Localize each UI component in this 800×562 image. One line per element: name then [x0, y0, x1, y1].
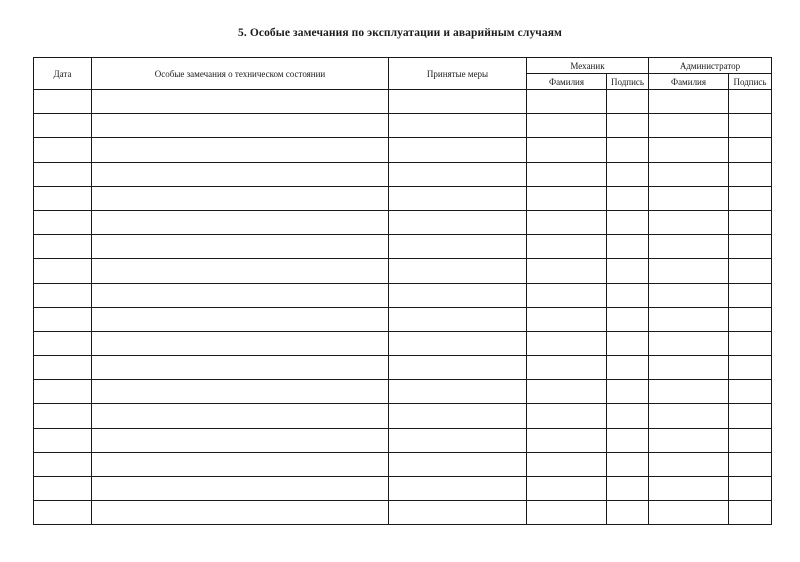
remarks-cell[interactable] — [92, 235, 389, 259]
admin-signature-cell[interactable] — [729, 138, 772, 162]
mechanic-signature-cell[interactable] — [607, 477, 649, 501]
admin-signature-cell[interactable] — [729, 90, 772, 114]
admin-signature-cell[interactable] — [729, 452, 772, 476]
admin-signature-cell[interactable] — [729, 114, 772, 138]
remarks-cell[interactable] — [92, 138, 389, 162]
admin-surname-cell[interactable] — [649, 90, 729, 114]
table-row — [34, 235, 772, 259]
date-cell[interactable] — [34, 90, 92, 114]
header-date: Дата — [34, 58, 92, 90]
measures-cell[interactable] — [389, 452, 527, 476]
remarks-cell[interactable] — [92, 114, 389, 138]
date-cell[interactable] — [34, 428, 92, 452]
table-row — [34, 501, 772, 525]
table-row — [34, 138, 772, 162]
remarks-cell[interactable] — [92, 380, 389, 404]
date-cell[interactable] — [34, 235, 92, 259]
measures-cell[interactable] — [389, 162, 527, 186]
date-cell[interactable] — [34, 210, 92, 234]
admin-signature-cell[interactable] — [729, 259, 772, 283]
mechanic-surname-cell[interactable] — [527, 283, 607, 307]
admin-signature-cell[interactable] — [729, 307, 772, 331]
header-administrator: Администратор — [649, 58, 772, 74]
mechanic-signature-cell[interactable] — [607, 210, 649, 234]
admin-surname-cell[interactable] — [649, 235, 729, 259]
admin-surname-cell[interactable] — [649, 138, 729, 162]
admin-surname-cell[interactable] — [649, 404, 729, 428]
remarks-cell[interactable] — [92, 307, 389, 331]
admin-signature-cell[interactable] — [729, 162, 772, 186]
date-cell[interactable] — [34, 380, 92, 404]
table-row — [34, 283, 772, 307]
header-measures: Принятые меры — [389, 58, 527, 90]
mechanic-signature-cell[interactable] — [607, 235, 649, 259]
admin-signature-cell[interactable] — [729, 356, 772, 380]
measures-cell[interactable] — [389, 331, 527, 355]
mechanic-signature-cell[interactable] — [607, 404, 649, 428]
measures-cell[interactable] — [389, 210, 527, 234]
remarks-cell[interactable] — [92, 452, 389, 476]
mechanic-signature-cell[interactable] — [607, 283, 649, 307]
measures-cell[interactable] — [389, 477, 527, 501]
admin-signature-cell[interactable] — [729, 501, 772, 525]
mechanic-signature-cell[interactable] — [607, 452, 649, 476]
mechanic-surname-cell[interactable] — [527, 428, 607, 452]
mechanic-surname-cell[interactable] — [527, 331, 607, 355]
mechanic-signature-cell[interactable] — [607, 501, 649, 525]
measures-cell[interactable] — [389, 283, 527, 307]
remarks-cell[interactable] — [92, 404, 389, 428]
remarks-cell[interactable] — [92, 283, 389, 307]
table-row — [34, 331, 772, 355]
mechanic-surname-cell[interactable] — [527, 380, 607, 404]
table-body — [34, 90, 772, 525]
header-admin-surname: Фамилия — [649, 74, 729, 90]
mechanic-signature-cell[interactable] — [607, 90, 649, 114]
date-cell[interactable] — [34, 331, 92, 355]
date-cell[interactable] — [34, 114, 92, 138]
table-row — [34, 477, 772, 501]
admin-signature-cell[interactable] — [729, 186, 772, 210]
mechanic-signature-cell[interactable] — [607, 380, 649, 404]
admin-surname-cell[interactable] — [649, 259, 729, 283]
measures-cell[interactable] — [389, 404, 527, 428]
mechanic-surname-cell[interactable] — [527, 114, 607, 138]
mechanic-signature-cell[interactable] — [607, 114, 649, 138]
admin-surname-cell[interactable] — [649, 477, 729, 501]
admin-signature-cell[interactable] — [729, 380, 772, 404]
mechanic-signature-cell[interactable] — [607, 138, 649, 162]
admin-signature-cell[interactable] — [729, 404, 772, 428]
remarks-cell[interactable] — [92, 90, 389, 114]
header-mechanic-surname: Фамилия — [527, 74, 607, 90]
date-cell[interactable] — [34, 477, 92, 501]
mechanic-signature-cell[interactable] — [607, 428, 649, 452]
admin-surname-cell[interactable] — [649, 428, 729, 452]
measures-cell[interactable] — [389, 235, 527, 259]
mechanic-signature-cell[interactable] — [607, 186, 649, 210]
mechanic-surname-cell[interactable] — [527, 186, 607, 210]
admin-surname-cell[interactable] — [649, 186, 729, 210]
remarks-cell[interactable] — [92, 501, 389, 525]
date-cell[interactable] — [34, 404, 92, 428]
mechanic-surname-cell[interactable] — [527, 210, 607, 234]
table-row — [34, 210, 772, 234]
table-row — [34, 259, 772, 283]
admin-surname-cell[interactable] — [649, 283, 729, 307]
remarks-cell[interactable] — [92, 428, 389, 452]
measures-cell[interactable] — [389, 307, 527, 331]
mechanic-surname-cell[interactable] — [527, 90, 607, 114]
mechanic-signature-cell[interactable] — [607, 356, 649, 380]
mechanic-surname-cell[interactable] — [527, 452, 607, 476]
admin-signature-cell[interactable] — [729, 210, 772, 234]
admin-signature-cell[interactable] — [729, 428, 772, 452]
admin-surname-cell[interactable] — [649, 331, 729, 355]
admin-surname-cell[interactable] — [649, 114, 729, 138]
table-row — [34, 186, 772, 210]
remarks-cell[interactable] — [92, 162, 389, 186]
date-cell[interactable] — [34, 283, 92, 307]
remarks-cell[interactable] — [92, 477, 389, 501]
mechanic-signature-cell[interactable] — [607, 162, 649, 186]
admin-signature-cell[interactable] — [729, 331, 772, 355]
mechanic-surname-cell[interactable] — [527, 162, 607, 186]
remarks-cell[interactable] — [92, 259, 389, 283]
admin-surname-cell[interactable] — [649, 452, 729, 476]
date-cell[interactable] — [34, 162, 92, 186]
remarks-cell[interactable] — [92, 356, 389, 380]
admin-signature-cell[interactable] — [729, 235, 772, 259]
mechanic-signature-cell[interactable] — [607, 331, 649, 355]
mechanic-surname-cell[interactable] — [527, 138, 607, 162]
table-row — [34, 114, 772, 138]
mechanic-surname-cell[interactable] — [527, 307, 607, 331]
header-remarks: Особые замечания о техническом состоянии — [92, 58, 389, 90]
table-row — [34, 428, 772, 452]
admin-surname-cell[interactable] — [649, 356, 729, 380]
table-row — [34, 404, 772, 428]
header-mechanic: Механик — [527, 58, 649, 74]
date-cell[interactable] — [34, 307, 92, 331]
mechanic-surname-cell[interactable] — [527, 501, 607, 525]
mechanic-signature-cell[interactable] — [607, 259, 649, 283]
mechanic-signature-cell[interactable] — [607, 307, 649, 331]
admin-signature-cell[interactable] — [729, 477, 772, 501]
mechanic-surname-cell[interactable] — [527, 356, 607, 380]
measures-cell[interactable] — [389, 259, 527, 283]
table-row — [34, 162, 772, 186]
mechanic-surname-cell[interactable] — [527, 477, 607, 501]
measures-cell[interactable] — [389, 114, 527, 138]
admin-surname-cell[interactable] — [649, 210, 729, 234]
table-row — [34, 307, 772, 331]
date-cell[interactable] — [34, 452, 92, 476]
remarks-cell[interactable] — [92, 210, 389, 234]
remarks-cell[interactable] — [92, 186, 389, 210]
admin-surname-cell[interactable] — [649, 162, 729, 186]
measures-cell[interactable] — [389, 186, 527, 210]
section-title: 5. Особые замечания по эксплуатации и аварийным случаям — [238, 27, 562, 39]
admin-signature-cell[interactable] — [729, 283, 772, 307]
date-cell[interactable] — [34, 356, 92, 380]
header-admin-signature: Подпись — [729, 74, 772, 90]
measures-cell[interactable] — [389, 380, 527, 404]
measures-cell[interactable] — [389, 356, 527, 380]
mechanic-surname-cell[interactable] — [527, 235, 607, 259]
measures-cell[interactable] — [389, 90, 527, 114]
header-mechanic-signature: Подпись — [607, 74, 649, 90]
mechanic-surname-cell[interactable] — [527, 259, 607, 283]
measures-cell[interactable] — [389, 428, 527, 452]
table-row — [34, 380, 772, 404]
date-cell[interactable] — [34, 138, 92, 162]
measures-cell[interactable] — [389, 138, 527, 162]
date-cell[interactable] — [34, 501, 92, 525]
admin-surname-cell[interactable] — [649, 380, 729, 404]
admin-surname-cell[interactable] — [649, 501, 729, 525]
table-row — [34, 356, 772, 380]
measures-cell[interactable] — [389, 501, 527, 525]
table-row — [34, 90, 772, 114]
mechanic-surname-cell[interactable] — [527, 404, 607, 428]
remarks-table — [33, 57, 772, 525]
table-row — [34, 452, 772, 476]
admin-surname-cell[interactable] — [649, 307, 729, 331]
date-cell[interactable] — [34, 186, 92, 210]
remarks-cell[interactable] — [92, 331, 389, 355]
date-cell[interactable] — [34, 259, 92, 283]
